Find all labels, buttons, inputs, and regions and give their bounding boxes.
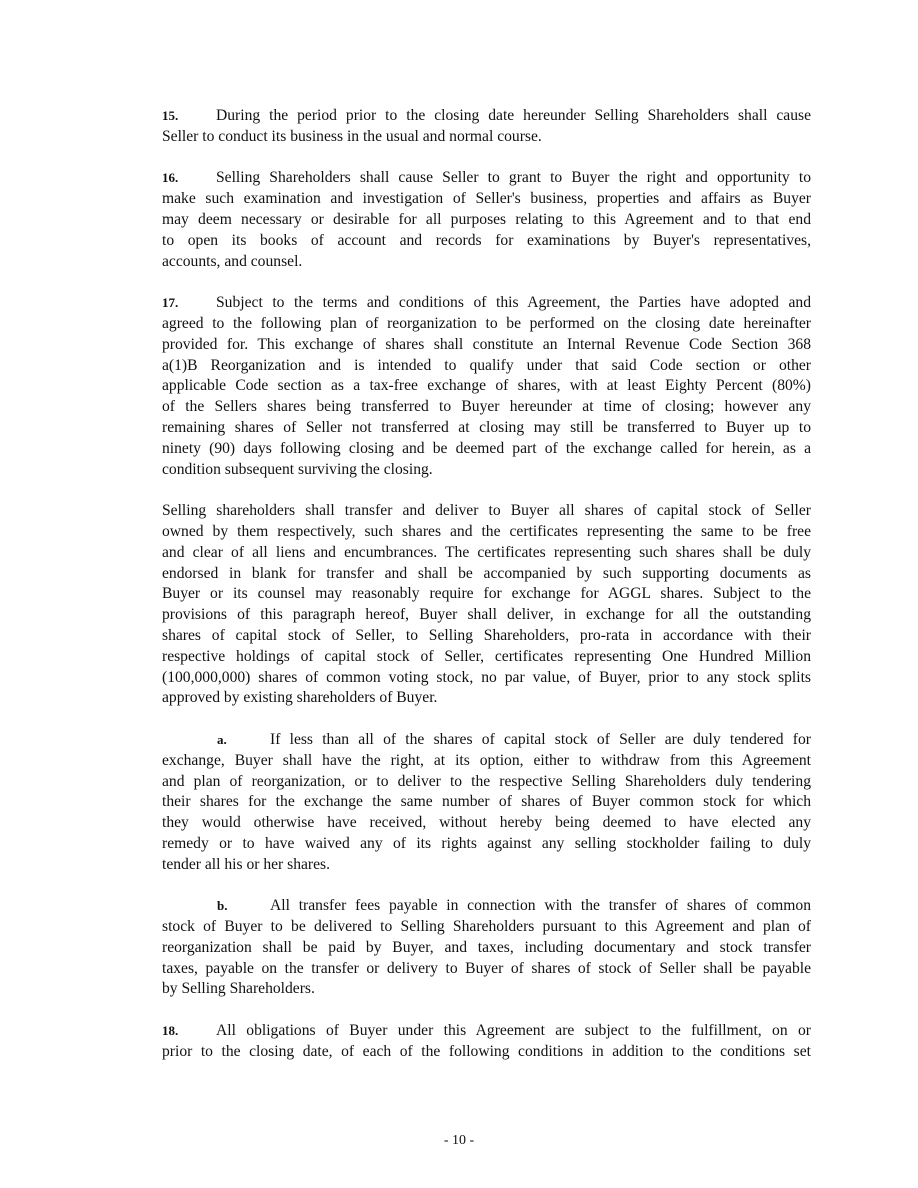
line-text: Seller to conduct its business in the usual and normal course. bbox=[162, 127, 542, 145]
text-line bbox=[162, 460, 811, 481]
line-text: All obligations of Buyer under this Agreement are subject to the fulfillment, on or bbox=[216, 1022, 811, 1040]
text-line bbox=[162, 730, 811, 751]
document-body bbox=[162, 106, 811, 1083]
page-number: - 10 - bbox=[443, 1133, 475, 1148]
section-a bbox=[162, 730, 811, 876]
text-line bbox=[162, 106, 811, 127]
section-number: b. bbox=[217, 898, 228, 914]
line-text: reorganization shall be paid by Buyer, and taxes, including documentary and stock transfer bbox=[162, 938, 811, 956]
text-line bbox=[162, 1021, 811, 1042]
line-text: Subject to the terms and conditions of this Agreement, the Parties have adopted and bbox=[216, 294, 811, 312]
line-text: During the period prior to the closing date hereunder Selling Shareholders shall cause bbox=[216, 107, 811, 124]
section-number: 16. bbox=[162, 170, 179, 186]
text-line bbox=[162, 127, 811, 148]
section-number: a. bbox=[217, 731, 227, 747]
line-text: agreed to the following plan of reorganization to be performed on the closing date hereinafter bbox=[162, 314, 811, 332]
line-text: a(1)B Reorganization and is intended to qualify under that said Code section or other bbox=[162, 356, 811, 374]
line-text: shares of capital stock of Seller, to Selling Shareholders, pro-rata in accordance with their bbox=[162, 626, 811, 644]
line-text: If less than all of the shares of capital stock of Seller are duly tendered for bbox=[270, 730, 811, 748]
text-line bbox=[162, 376, 811, 397]
text-line bbox=[162, 210, 811, 231]
text-line bbox=[162, 314, 811, 335]
text-line bbox=[162, 439, 811, 460]
section-16 bbox=[162, 168, 811, 272]
line-text: respective holdings of capital stock of Seller, certificates representing One Hundred Million bbox=[162, 647, 811, 665]
text-line bbox=[162, 335, 811, 356]
text-line bbox=[162, 168, 811, 189]
line-text: and plan of reorganization, or to deliver to the respective Selling Shareholders duly tendering bbox=[162, 772, 811, 790]
section-15 bbox=[162, 106, 811, 148]
line-text: by Selling Shareholders. bbox=[162, 980, 315, 998]
text-line bbox=[162, 564, 811, 585]
line-text: taxes, payable on the transfer or delivery to Buyer of shares of stock of Seller shall be payable bbox=[162, 959, 811, 977]
text-line bbox=[162, 605, 811, 626]
line-text: All transfer fees payable in connection with the transfer of shares of common bbox=[270, 897, 811, 915]
line-text: Selling Shareholders shall cause Seller to grant to Buyer the right and opportunity to bbox=[216, 169, 811, 187]
text-line bbox=[162, 959, 811, 980]
line-text: provided for. This exchange of shares shall constitute an Internal Revenue Code Section 368 bbox=[162, 335, 811, 353]
paragraph bbox=[162, 501, 811, 709]
section-number: 15. bbox=[162, 108, 179, 123]
text-line bbox=[162, 584, 811, 605]
text-line bbox=[162, 1042, 811, 1063]
line-text: approved by existing shareholders of Buyer. bbox=[162, 689, 438, 707]
text-line bbox=[162, 979, 811, 1000]
section-18 bbox=[162, 1021, 811, 1063]
text-line bbox=[162, 501, 811, 522]
text-line bbox=[162, 688, 811, 709]
text-line bbox=[162, 231, 811, 252]
line-text: (100,000,000) shares of common voting stock, no par value, of Buyer, prior to any stock splits bbox=[162, 668, 811, 686]
line-text: Buyer or its counsel may reasonably require for exchange for AGGL shares. Subject to the bbox=[162, 585, 811, 603]
text-line bbox=[162, 293, 811, 314]
text-line bbox=[162, 938, 811, 959]
line-text: tender all his or her shares. bbox=[162, 855, 331, 873]
text-line bbox=[162, 813, 811, 834]
section-number: 17. bbox=[162, 295, 179, 311]
line-text: may deem necessary or desirable for all purposes relating to this Agreement and to that end bbox=[162, 210, 811, 228]
line-text: exchange, Buyer shall have the right, at its option, either to withdraw from this Agreement bbox=[162, 751, 811, 769]
text-line bbox=[162, 834, 811, 855]
line-text: endorsed in blank for transfer and shall be accompanied by such supporting documents as bbox=[162, 564, 811, 582]
text-line bbox=[162, 917, 811, 938]
text-line bbox=[162, 397, 811, 418]
text-line bbox=[162, 772, 811, 793]
section-number: 18. bbox=[162, 1023, 179, 1039]
line-text: they would otherwise have received, without hereby being deemed to have elected any bbox=[162, 814, 811, 832]
text-line bbox=[162, 792, 811, 813]
line-text: their shares for the exchange the same number of shares of Buyer common stock for which bbox=[162, 793, 811, 811]
line-text: condition subsequent surviving the closing. bbox=[162, 460, 433, 478]
text-line bbox=[162, 896, 811, 917]
text-line bbox=[162, 522, 811, 543]
section-17 bbox=[162, 293, 811, 480]
line-text: and clear of all liens and encumbrances. The certificates representing such shares shall be duly bbox=[162, 543, 811, 561]
text-line bbox=[162, 543, 811, 564]
text-line bbox=[162, 647, 811, 668]
line-text: prior to the closing date, of each of the following conditions in addition to the conditions set bbox=[162, 1042, 811, 1060]
line-text: ninety (90) days following closing and be deemed part of the exchange called for herein, as a bbox=[162, 439, 811, 457]
line-text: make such examination and investigation of Seller's business, properties and affairs as Buyer bbox=[162, 190, 811, 208]
text-line bbox=[162, 855, 811, 876]
text-line bbox=[162, 252, 811, 273]
line-text: Selling shareholders shall transfer and deliver to Buyer all shares of capital stock of Seller bbox=[162, 502, 811, 520]
line-text: of the Sellers shares being transferred to Buyer hereunder at time of closing; however any bbox=[162, 398, 811, 416]
text-line bbox=[162, 751, 811, 772]
text-line bbox=[162, 668, 811, 689]
line-text: remaining shares of Seller not transferred at closing may still be transferred to Buyer up to bbox=[162, 418, 811, 436]
line-text: provisions of this paragraph hereof, Buyer shall deliver, in exchange for all the outstanding bbox=[162, 606, 811, 624]
line-text: owned by them respectively, such shares and the certificates representing the same to be free bbox=[162, 522, 811, 540]
line-text: to open its books of account and records for examinations by Buyer's representatives, bbox=[162, 231, 811, 249]
text-line bbox=[162, 189, 811, 210]
line-text: applicable Code section as a tax-free exchange of shares, with at least Eighty Percent (80%) bbox=[162, 377, 811, 395]
line-text: remedy or to have waived any of its rights against any selling stockholder failing to duly bbox=[162, 834, 811, 852]
text-line bbox=[162, 626, 811, 647]
text-line bbox=[162, 418, 811, 439]
line-text: accounts, and counsel. bbox=[162, 252, 303, 270]
text-line bbox=[162, 356, 811, 377]
section-b bbox=[162, 896, 811, 1000]
line-text: stock of Buyer to be delivered to Selling Shareholders pursuant to this Agreement and plan of bbox=[162, 918, 811, 936]
